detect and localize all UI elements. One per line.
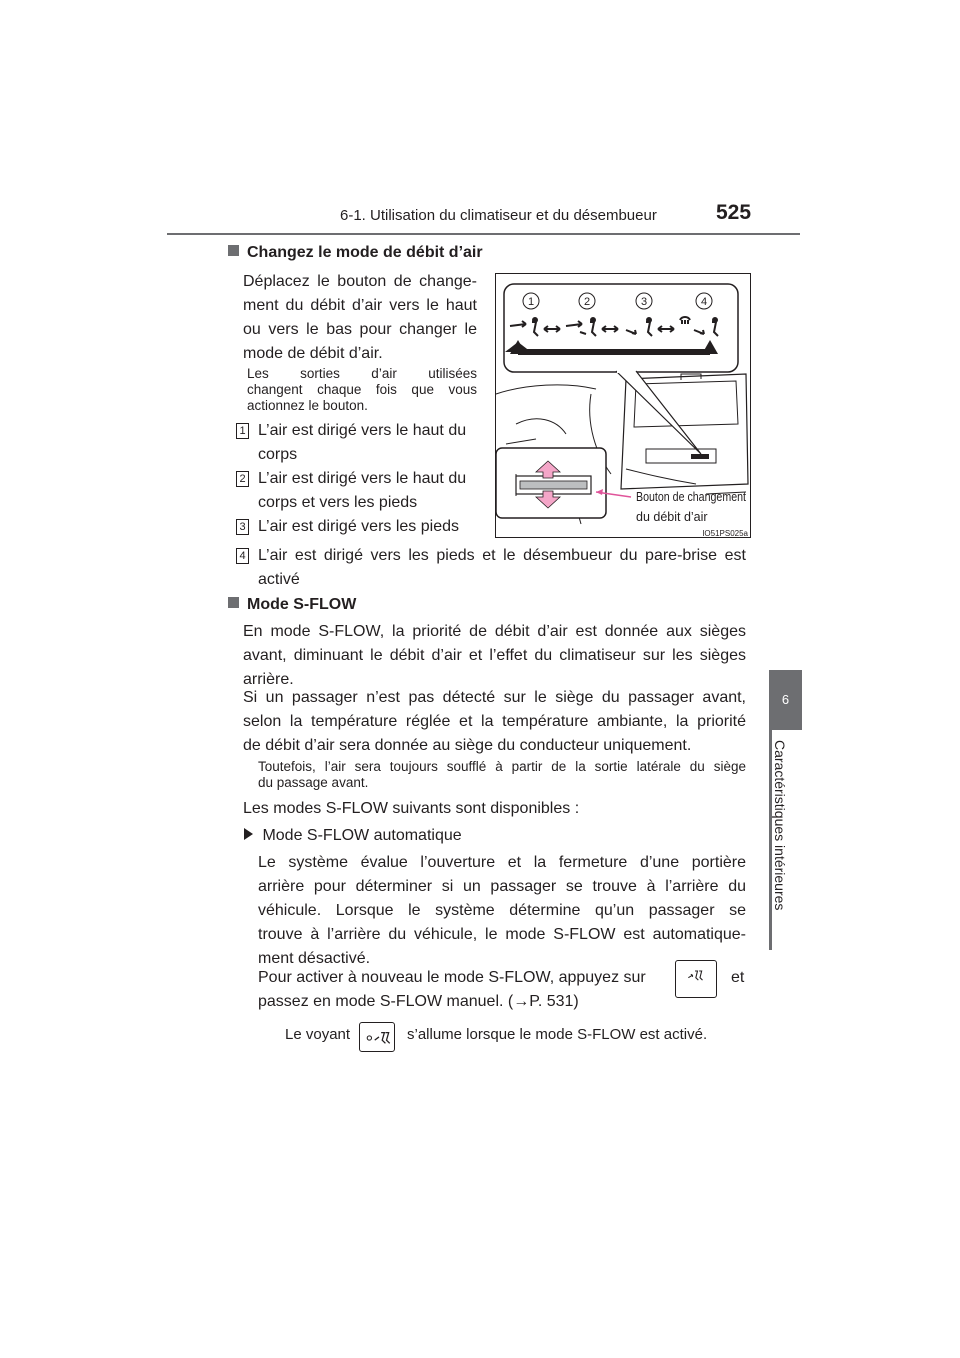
button-label-line1: Bouton de changement bbox=[636, 490, 747, 504]
heading-square-icon bbox=[228, 245, 239, 256]
list-item bbox=[236, 544, 746, 592]
heading-text: Changez le mode de débit d’air bbox=[247, 244, 483, 261]
indicator-text-part2: s’allume lorsque le mode S-FLOW est activé. bbox=[407, 1026, 708, 1043]
triangle-bullet-icon bbox=[244, 828, 253, 840]
auto-mode-title-text: Mode S-FLOW automatique bbox=[262, 827, 462, 844]
para-line: avant, diminuant le débit d’air et l’effet du climatiseur sur les sièges bbox=[243, 647, 746, 664]
sflow-paragraph-2 bbox=[243, 686, 746, 758]
intro-note bbox=[247, 366, 477, 414]
para-line: arrière pour déterminer si un passager se trouve à l’arrière du bbox=[258, 878, 746, 895]
airflow-illustration bbox=[495, 273, 751, 538]
intro-paragraph bbox=[243, 270, 477, 366]
airflow-diagram-svg bbox=[496, 274, 752, 539]
activate-text-line2: passez en mode S-FLOW manuel. (→P. 531) bbox=[258, 993, 579, 1010]
header-rule bbox=[167, 233, 800, 235]
para-line: selon la température réglée et la température ambiante, la priorité bbox=[243, 713, 746, 730]
activate-text-part2: et bbox=[731, 969, 745, 986]
item-number: 1 bbox=[236, 423, 249, 439]
chapter-tab: 6 bbox=[769, 670, 802, 730]
heading-text: Mode S-FLOW bbox=[247, 596, 357, 613]
intro-line: ou vers le bas pour changer le bbox=[243, 321, 477, 338]
heading-square-icon bbox=[228, 597, 239, 608]
chapter-title: Caractéristiques intérieures bbox=[772, 740, 788, 911]
item-line: corps et vers les pieds bbox=[258, 494, 418, 511]
button-label-line2: du débit d’air bbox=[636, 510, 708, 524]
item-line: L’air est dirigé vers le haut du bbox=[258, 470, 467, 487]
header-section-title: 6-1. Utilisation du climatiseur et du désembueur bbox=[340, 207, 657, 224]
para-line: Si un passager n’est pas détecté sur le siège du passager avant, bbox=[243, 689, 746, 706]
sflow-button-icon bbox=[675, 960, 717, 998]
note-line: Toutefois, l’air sera toujours soufflé à partir de la sortie latérale du siège bbox=[258, 759, 746, 774]
list-item bbox=[236, 419, 484, 467]
sflow-note bbox=[258, 759, 746, 791]
item-number: 2 bbox=[236, 471, 249, 487]
page-number: 525 bbox=[716, 201, 752, 224]
item-line: activé bbox=[258, 571, 300, 588]
auto-mode-paragraph bbox=[258, 851, 746, 971]
para-line: véhicule. Lorsque le système détermine qu’un passager se bbox=[258, 902, 746, 919]
para-line: En mode S-FLOW, la priorité de débit d’air est donnée aux sièges bbox=[243, 623, 746, 640]
section-heading-sflow bbox=[228, 596, 356, 614]
sflow-paragraph-1 bbox=[243, 620, 746, 692]
auto-mode-title bbox=[244, 824, 462, 848]
item-line: corps bbox=[258, 446, 298, 463]
item-line: L’air est dirigé vers le haut du bbox=[258, 422, 467, 439]
para-line: Le système évalue l’ouverture et la fermeture d’une portière bbox=[258, 854, 746, 871]
indicator-text-part1: Le voyant bbox=[285, 1026, 351, 1043]
diagram-number: 3 bbox=[640, 296, 648, 308]
diagram-number: 4 bbox=[700, 296, 708, 308]
diagram-number: 2 bbox=[583, 296, 591, 308]
modes-intro: Les modes S-FLOW suivants sont disponibles : bbox=[243, 800, 580, 817]
list-item bbox=[236, 515, 484, 539]
item-number: 3 bbox=[236, 519, 249, 535]
section-heading-airflow bbox=[228, 244, 483, 262]
para-line: de débit d’air sera donnée au siège du conducteur uniquement. bbox=[243, 737, 692, 754]
note-line: changent chaque fois que vous bbox=[247, 382, 477, 397]
note-line: actionnez le bouton. bbox=[247, 398, 368, 413]
note-line: du passage avant. bbox=[258, 775, 369, 790]
item-number: 4 bbox=[236, 548, 249, 564]
item-line: L’air est dirigé vers les pieds bbox=[258, 518, 459, 535]
intro-line: mode de débit d’air. bbox=[243, 345, 383, 362]
activate-text-part1: Pour activer à nouveau le mode S-FLOW, appuyez sur bbox=[258, 969, 646, 986]
para-line: trouve à l’arrière du véhicule, le mode S-FLOW est automatique- bbox=[258, 926, 746, 943]
item-line: L’air est dirigé vers les pieds et le désembueur du pare-brise est bbox=[258, 547, 746, 564]
intro-line: Déplacez le bouton de change- bbox=[243, 273, 477, 290]
para-line: ment désactivé. bbox=[258, 950, 371, 967]
sflow-indicator-icon bbox=[359, 1022, 395, 1052]
list-item bbox=[236, 467, 484, 515]
para-line: arrière. bbox=[243, 671, 294, 688]
chapter-title-vertical bbox=[772, 740, 802, 940]
note-line: Les sorties d’air utilisées bbox=[247, 366, 477, 381]
diagram-number: 1 bbox=[527, 296, 535, 308]
intro-line: ment du débit d’air vers le haut bbox=[243, 297, 477, 314]
figure-code: IO51PS025a bbox=[702, 529, 748, 538]
